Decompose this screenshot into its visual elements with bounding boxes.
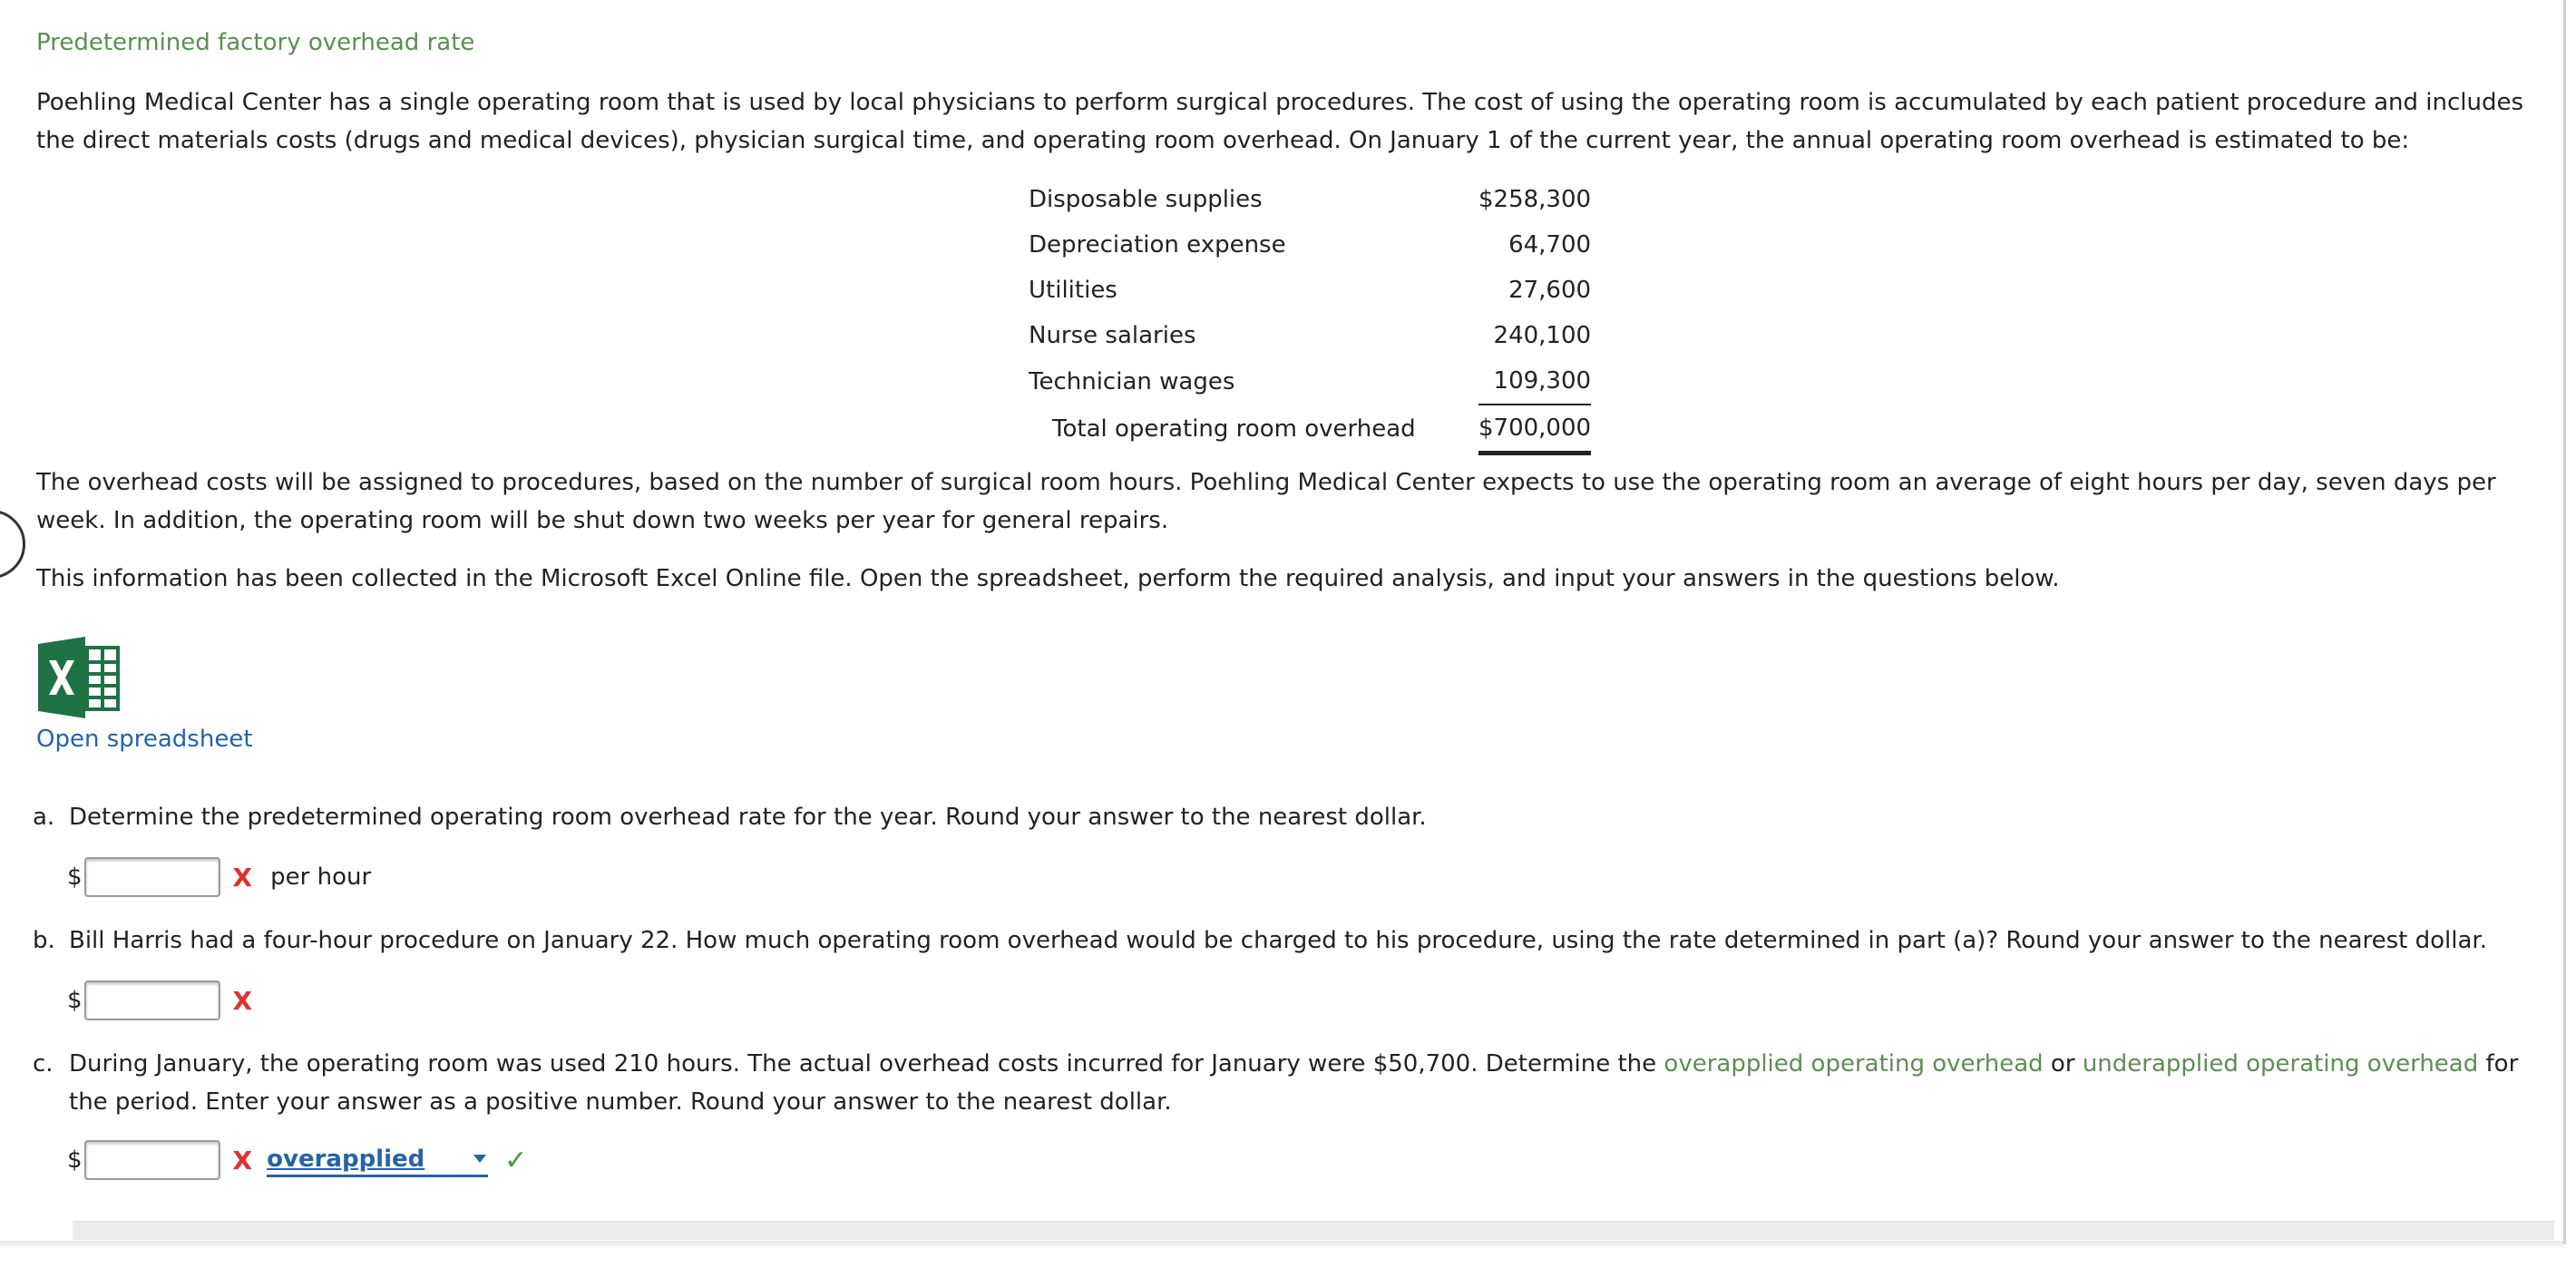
answer-c (67, 1139, 527, 1181)
currency-symbol: $ (67, 863, 83, 891)
total-row (1016, 405, 1591, 454)
check-icon: ✓ (504, 1144, 528, 1176)
cost-amount: 240,100 (1493, 322, 1592, 349)
underapplied-overhead-link[interactable]: underapplied operating overhead (2082, 1050, 2479, 1078)
question-c (33, 1045, 2554, 1121)
cost-label: Disposable supplies (1029, 186, 1263, 213)
unit-label: per hour (270, 863, 372, 891)
allocation-paragraph: The overhead costs will be assigned to procedures, based on the number of surgical room hours. Poehling Medical Center expects to use the operating room an average of eight hours per day, seven days per week. In addition, the operating room will be shut down two weeks per year for general repairs. (36, 469, 2496, 534)
question-letter: c. (33, 1050, 54, 1078)
dropdown-arrow-icon[interactable] (473, 1155, 486, 1163)
answer-b (67, 980, 252, 1021)
cost-amount: 64,700 (1508, 231, 1592, 258)
question-text: Determine the predetermined operating room overhead rate for the year. Round your answer to the nearest dollar. (69, 804, 1427, 831)
total-label: Total operating room overhead (1052, 415, 1416, 443)
cost-label: Utilities (1029, 277, 1117, 304)
table-row (1016, 358, 1591, 405)
question-letter: a. (33, 804, 55, 831)
question-a (33, 798, 2554, 836)
total-amount: $700,000 (1478, 405, 1591, 454)
page-title: Predetermined factory overhead rate (36, 29, 475, 56)
side-arc-decoration (0, 510, 25, 579)
overapplied-overhead-link[interactable]: overapplied operating overhead (1664, 1050, 2044, 1078)
currency-symbol: $ (67, 987, 83, 1014)
currency-symbol: $ (67, 1146, 83, 1174)
answer-c-input[interactable] (84, 1140, 220, 1180)
intro-paragraph: Poehling Medical Center has a single operating room that is used by local physicians to perform surgical procedures. The cost of using the operating room is accumulated by each patient procedure and includes the direct materials costs (drugs and medical devices), physician surgical time, and operating room overhead. On January 1 of the current year, the annual operating room overhead is estimated to be: (36, 89, 2524, 154)
question-text-part: for the period. Enter your answer as a positive number. Round your answer to the nearest dollar. (69, 1050, 2519, 1116)
bottom-bar (73, 1221, 2554, 1240)
open-spreadsheet-link[interactable]: Open spreadsheet (36, 726, 253, 753)
excel-icon[interactable] (36, 637, 123, 718)
answer-a-input[interactable] (84, 857, 220, 897)
cost-amount: 109,300 (1478, 358, 1591, 405)
overhead-cost-table (1016, 177, 1591, 455)
question-letter: b. (33, 927, 55, 954)
table-row (1016, 177, 1591, 222)
question-text: Bill Harris had a four-hour procedure on January 22. How much operating room overhead would be charged to his procedure, using the rate determined in part (a)? Round your answer to the nearest dollar. (69, 927, 2487, 954)
cost-amount: $258,300 (1478, 186, 1592, 213)
x-mark-icon: X (232, 1145, 253, 1175)
answer-b-input[interactable] (84, 980, 220, 1020)
cost-amount: 27,600 (1508, 277, 1592, 304)
table-row (1016, 313, 1591, 358)
instructions-paragraph: This information has been collected in the Microsoft Excel Online file. Open the spreadsheet, perform the required analysis, and input your answers in the questions below. (36, 565, 2060, 592)
x-mark-icon: X (232, 985, 253, 1016)
cost-label: Technician wages (1029, 367, 1235, 395)
select-value: overapplied (267, 1145, 425, 1173)
question-text (69, 1045, 2554, 1121)
cost-label: Depreciation expense (1029, 231, 1286, 258)
bottom-shadow (0, 1241, 2563, 1248)
answer-a (67, 856, 371, 898)
question-text-part: During January, the operating room was used 210 hours. The actual overhead costs incurred for January were $50,700. Determine the (69, 1050, 1664, 1078)
x-mark-icon: X (232, 862, 253, 892)
table-row (1016, 222, 1591, 268)
question-b (33, 922, 2554, 960)
over-under-select[interactable] (267, 1144, 488, 1177)
cost-label: Nurse salaries (1029, 322, 1196, 349)
table-row (1016, 268, 1591, 313)
question-text-part: or (2043, 1050, 2083, 1078)
right-scroll-edge (2563, 0, 2566, 1244)
